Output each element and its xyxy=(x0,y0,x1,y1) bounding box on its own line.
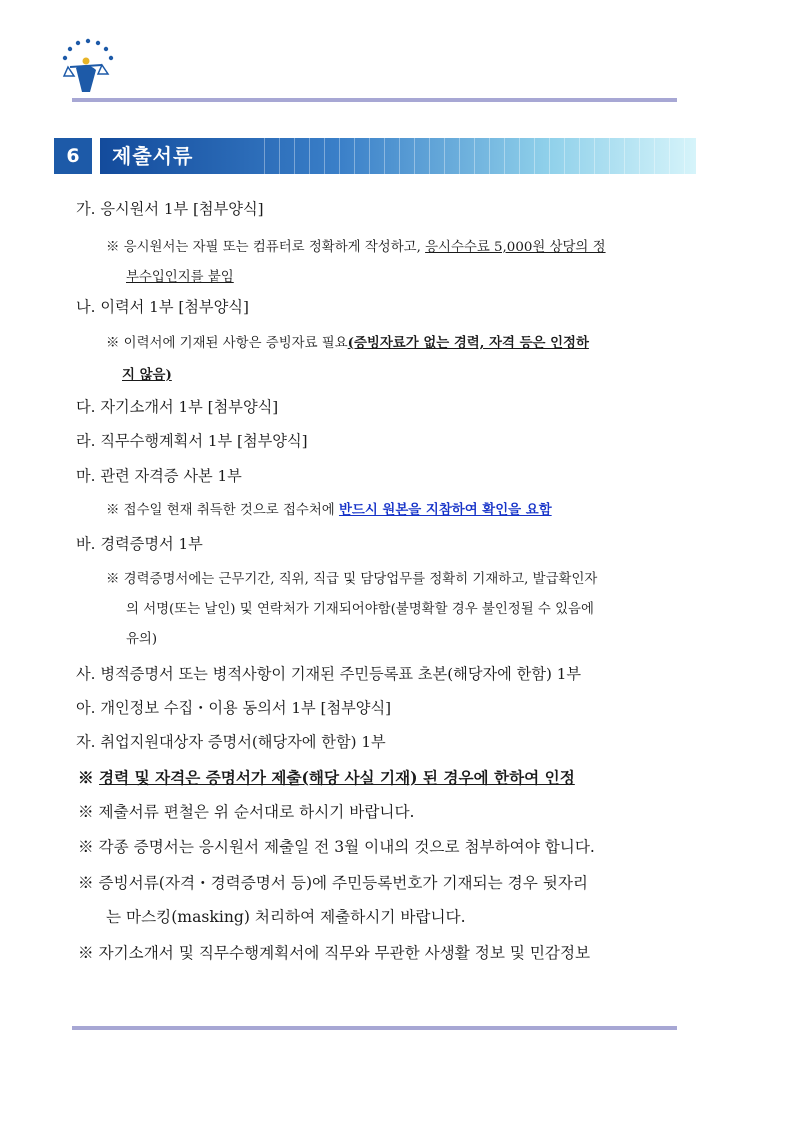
item-ga-note xyxy=(106,236,606,255)
item-na-note xyxy=(106,332,589,351)
item-ma-note xyxy=(106,499,552,518)
item-ba-note-line1: ※ 경력증명서에는 근무기간, 직위, 직급 및 담당업무를 정확히 기재하고, 발급확인자 xyxy=(106,572,598,587)
item-na-note-text: ※ 이력서에 기재된 사항은 증빙자료 필요 xyxy=(106,336,348,351)
footer-rule xyxy=(72,1026,677,1030)
header-rule xyxy=(72,98,677,102)
note-privacy: ※ 자기소개서 및 직무수행계획서에 직무와 무관한 사생활 정보 및 민감정보 xyxy=(78,944,591,962)
note-masking-line1: ※ 증빙서류(자격・경력증명서 등)에 주민등록번호가 기재되는 경우 뒷자리 xyxy=(78,874,588,892)
note-qualification xyxy=(78,766,575,788)
item-ga-note-text: ※ 응시원서는 자필 또는 컴퓨터로 정확하게 작성하고, xyxy=(106,240,426,255)
item-ra: 라. 직무수행계획서 1부 [첨부양식] xyxy=(76,432,308,450)
section-title: 제출서류 xyxy=(112,144,194,168)
note-qualification-mark: ※ xyxy=(78,768,100,787)
item-ja: 자. 취업지원대상자 증명서(해당자에 한함) 1부 xyxy=(76,733,386,751)
item-ba: 바. 경력증명서 1부 xyxy=(76,535,203,553)
item-ma-note-text: ※ 접수일 현재 취득한 것으로 접수처에 xyxy=(106,503,339,518)
note-certificates: ※ 각종 증명서는 응시원서 제출일 전 3월 이내의 것으로 첨부하여야 합니다. xyxy=(78,838,595,856)
item-ga-note-underline: 응시수수료 5,000원 상당의 정 xyxy=(425,240,606,255)
section-header xyxy=(54,138,696,174)
item-a: 아. 개인정보 수집・이용 동의서 1부 [첨부양식] xyxy=(76,699,392,717)
item-da: 다. 자기소개서 1부 [첨부양식] xyxy=(76,398,279,416)
item-ma: 마. 관련 자격증 사본 1부 xyxy=(76,467,242,485)
item-na-note-cont: 지 않음) xyxy=(122,367,172,383)
note-qualification-text: 경력 및 자격은 증명서가 제출(해당 사실 기재) 된 경우에 한하여 인정 xyxy=(99,768,575,787)
item-na-note-bold: (증빙자료가 없는 경력, 자격 등은 인정하 xyxy=(347,335,589,351)
item-na: 나. 이력서 1부 [첨부양식] xyxy=(76,298,249,316)
section-title-bar xyxy=(100,138,696,174)
note-order: ※ 제출서류 편철은 위 순서대로 하시기 바랍니다. xyxy=(78,803,415,821)
section-number: 6 xyxy=(54,138,92,174)
note-masking-line2: 는 마스킹(masking) 처리하여 제출하시기 바랍니다. xyxy=(106,908,466,926)
section-bar-stripes xyxy=(250,138,696,174)
item-ga: 가. 응시원서 1부 [첨부양식] xyxy=(76,200,264,218)
item-ba-note-line2: 의 서명(또는 날인) 및 연락처가 기재되어야함(불명확할 경우 불인정될 수 있음에 xyxy=(126,602,594,617)
scales-of-justice-logo-icon xyxy=(56,34,120,98)
item-ba-note-line3: 유의) xyxy=(126,632,158,647)
item-ga-note-cont: 부수입인지를 붙임 xyxy=(126,270,234,285)
item-ma-note-emphasis: 반드시 원본을 지참하여 확인을 요함 xyxy=(338,502,552,518)
item-sa: 사. 병적증명서 또는 병적사항이 기재된 주민등록표 초본(해당자에 한함) 1부 xyxy=(76,665,582,683)
